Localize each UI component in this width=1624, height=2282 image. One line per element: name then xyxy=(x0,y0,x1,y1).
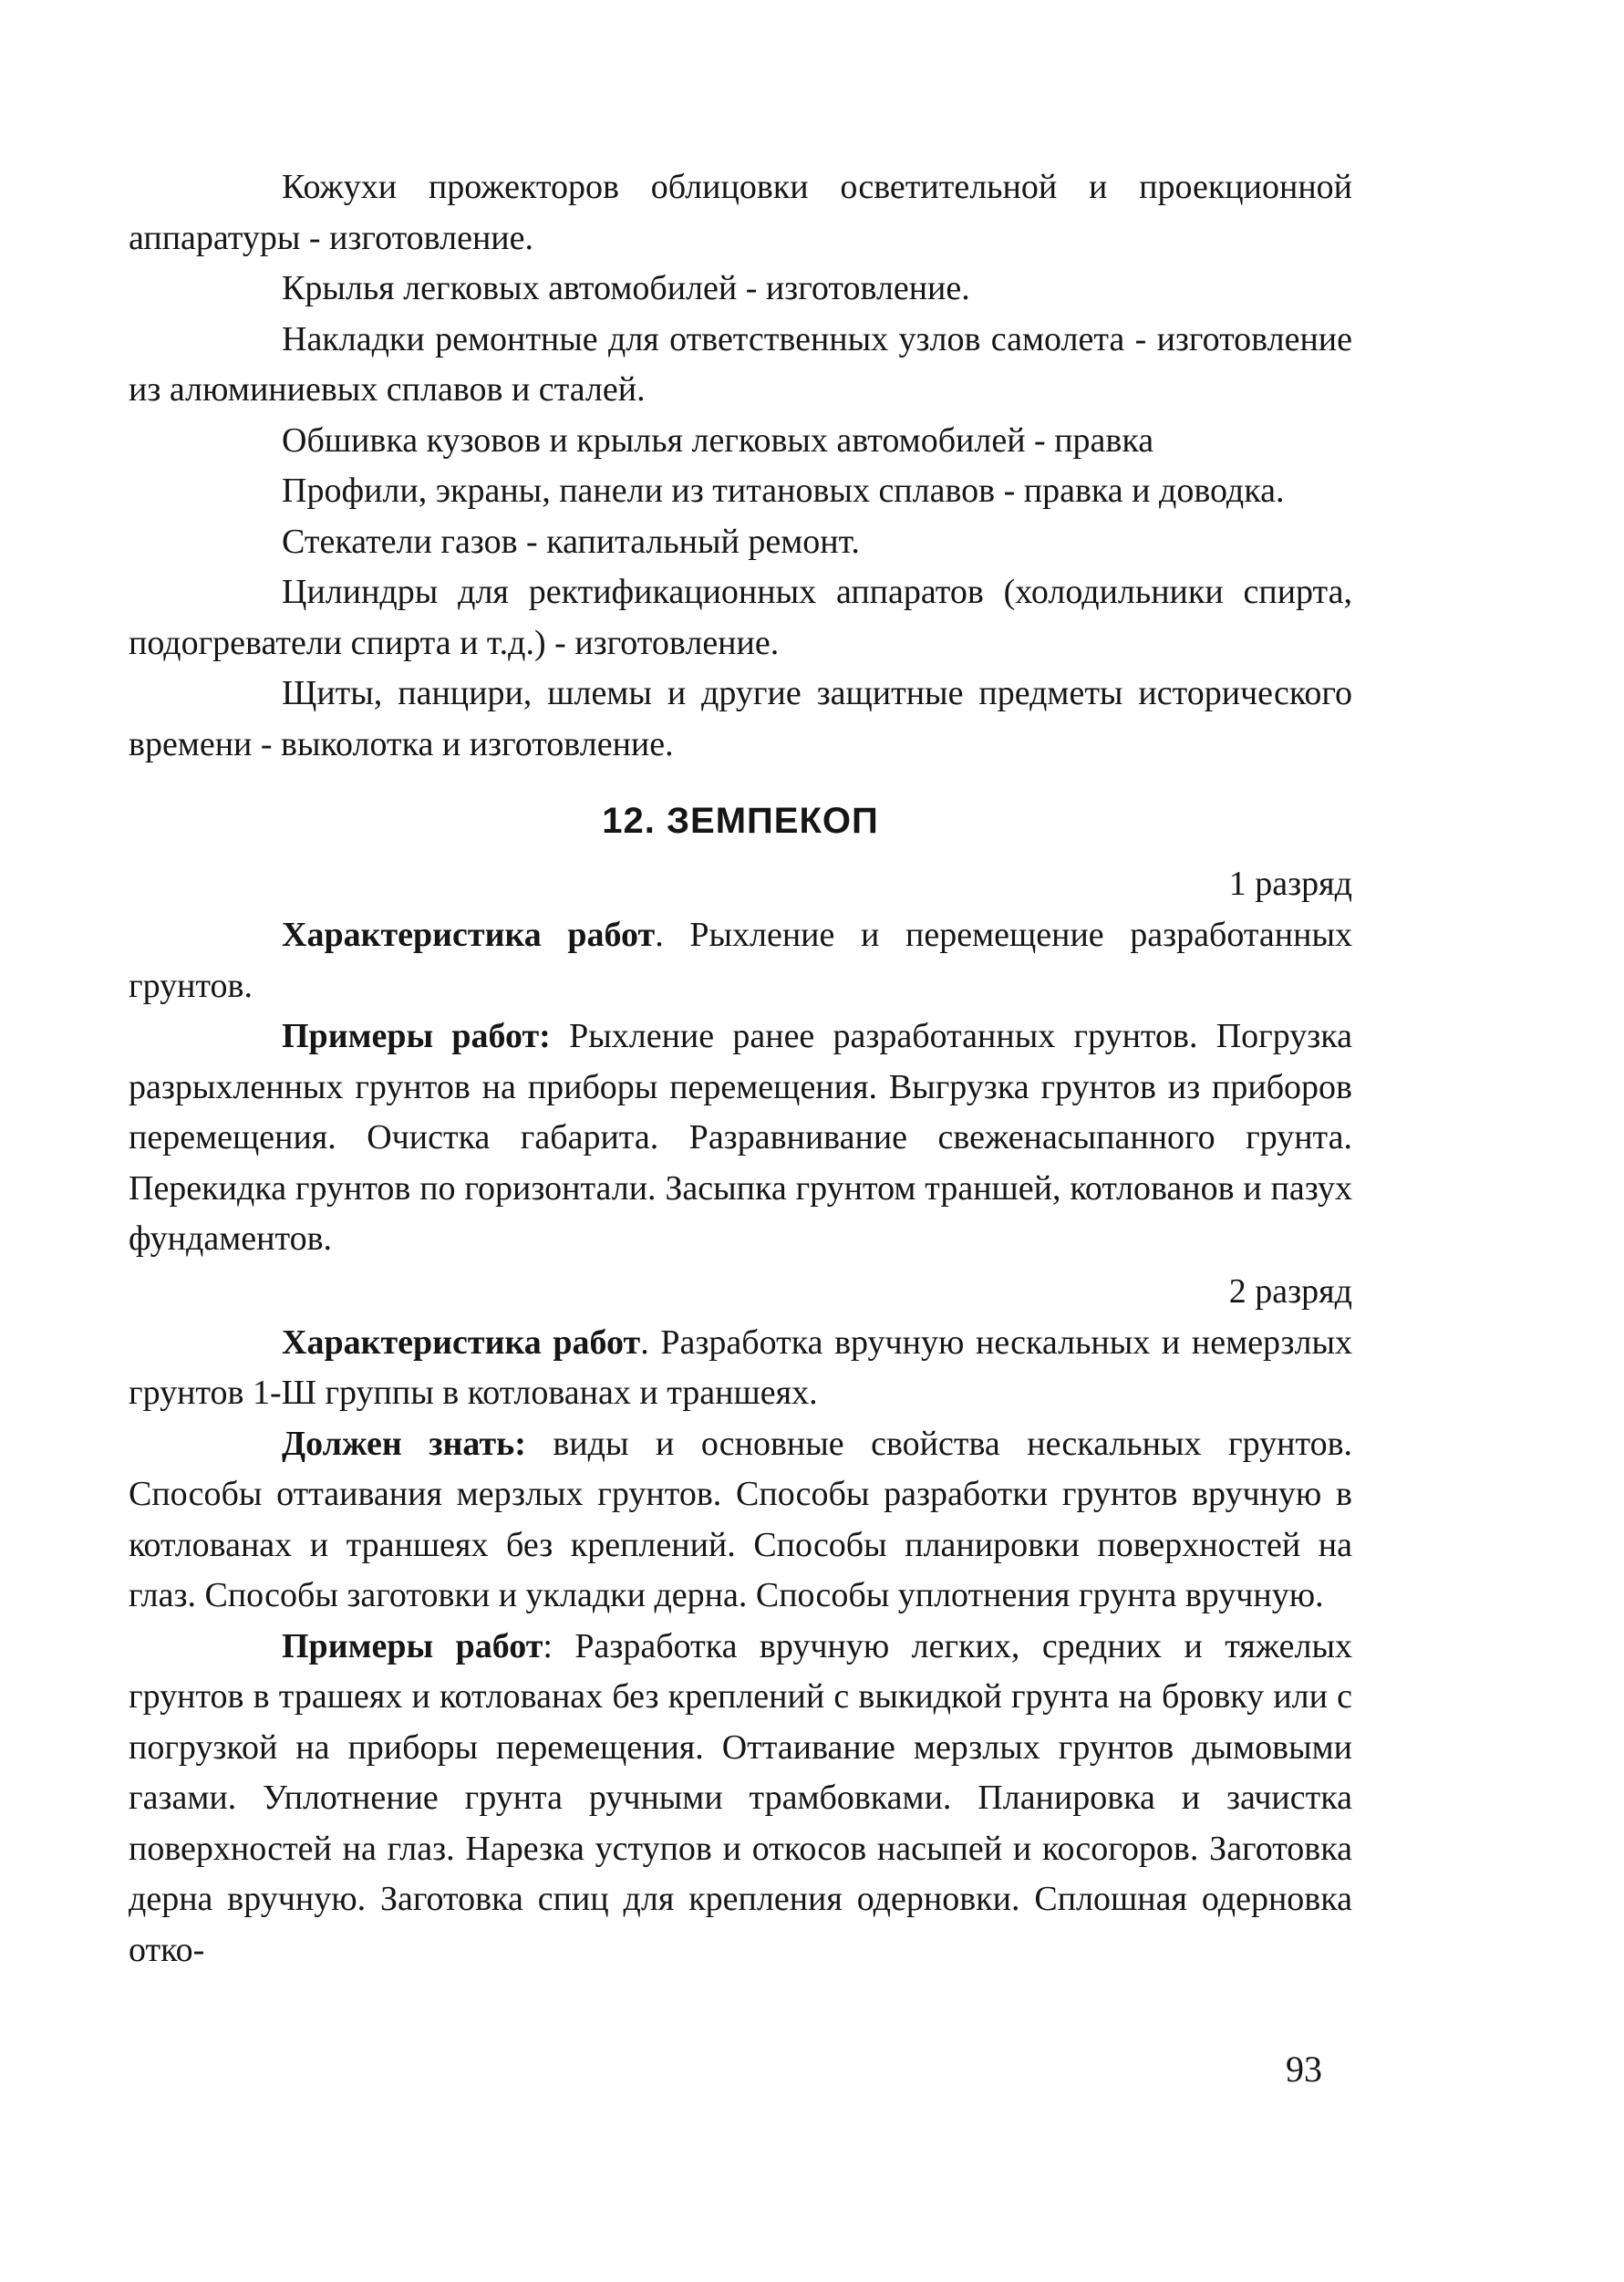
rank-2-knowledge xyxy=(129,1419,1352,1622)
knowledge-text: виды и основные свойства нескальных грунтов. Способы оттаивания мерзлых грунтов. Способы разработки грунтов вручную в котлованах и траншеях без креплений. Способы планировки поверхностей на глаз. Способы заготовки и укладки дерна. Способы уплотнения грунта вручную. xyxy=(129,1424,1353,1614)
list-item: Кожухи прожекторов облицовки осветительной и проекционной аппаратуры - изготовление. xyxy=(129,168,1352,257)
rank-2-characteristic xyxy=(129,1318,1352,1419)
list-item: Обшивка кузовов и крылья легковых автомобилей - правка xyxy=(282,420,1154,460)
list-item: Крылья легковых автомобилей - изготовление. xyxy=(282,269,970,307)
list-item: Накладки ремонтные для ответственных узлов самолета - изготовление из алюминиевых сплавов и сталей. xyxy=(129,319,1352,409)
list-item: Профили, экраны, панели из титановых сплавов - правка и доводка. xyxy=(282,472,1285,510)
characteristic-text: . Разработка вручную нескальных и немерзлых грунтов 1-Ш группы в котлованах и траншеях. xyxy=(129,1323,1353,1412)
page-number: 93 xyxy=(1286,2049,1322,2090)
characteristic-text: . Рыхление и перемещение разработанных грунтов. xyxy=(129,916,1352,1005)
rank-1-characteristic xyxy=(129,910,1352,1011)
rank-2-examples xyxy=(129,1622,1352,1976)
knowledge-lead: Должен знать: xyxy=(282,1424,526,1463)
list-item: Стекатели газов - капитальный ремонт. xyxy=(282,522,860,561)
list-item: Цилиндры для ректификационных аппаратов (холодильники спирта, подогреватели спирта и т.д.) - изготовление. xyxy=(129,573,1352,662)
examples-lead: Примеры работ xyxy=(282,1626,543,1665)
characteristic-lead: Характеристика работ xyxy=(282,916,656,954)
characteristic-lead: Характеристика работ xyxy=(282,1323,641,1362)
page-body xyxy=(129,162,1352,1976)
examples-text: : Разработка вручную легких, средних и тяжелых грунтов в трашеях и котлованах без креплений с выкидкой грунта на бровку или с погрузкой на приборы перемещения. Оттаивание мерзлых грунтов дымовыми газами. Уплотнение грунта ручными трамбовками. Планировка и зачистка поверхностей на глаз. Нарезка уступов и откосов насыпей и косогоров. Заготовка дерна вручную. Заготовка спиц для крепления одерновки. Сплошная одерновка отко- xyxy=(129,1626,1352,1969)
rank-1-examples xyxy=(129,1011,1352,1265)
rank-1-label: 1 разряд xyxy=(1228,865,1352,903)
rank-2-label: 2 разряд xyxy=(1228,1271,1352,1311)
section-title: 12. ЗЕМПЕКОП xyxy=(602,801,879,841)
list-item: Щиты, панцири, шлемы и другие защитные предметы исторического времени - выколотка и изготовление. xyxy=(129,674,1352,763)
examples-lead: Примеры работ: xyxy=(282,1017,551,1055)
examples-text: Рыхление ранее разработанных грунтов. Погрузка разрыхленных грунтов на приборы перемещения. Выгрузка грунтов из приборов перемещения. Очистка габарита. Разравнивание свеженасыпанного грунта. Перекидка грунтов по горизонтали. Засыпка грунтом траншей, котлованов и пазух фундаментов. xyxy=(129,1017,1352,1258)
